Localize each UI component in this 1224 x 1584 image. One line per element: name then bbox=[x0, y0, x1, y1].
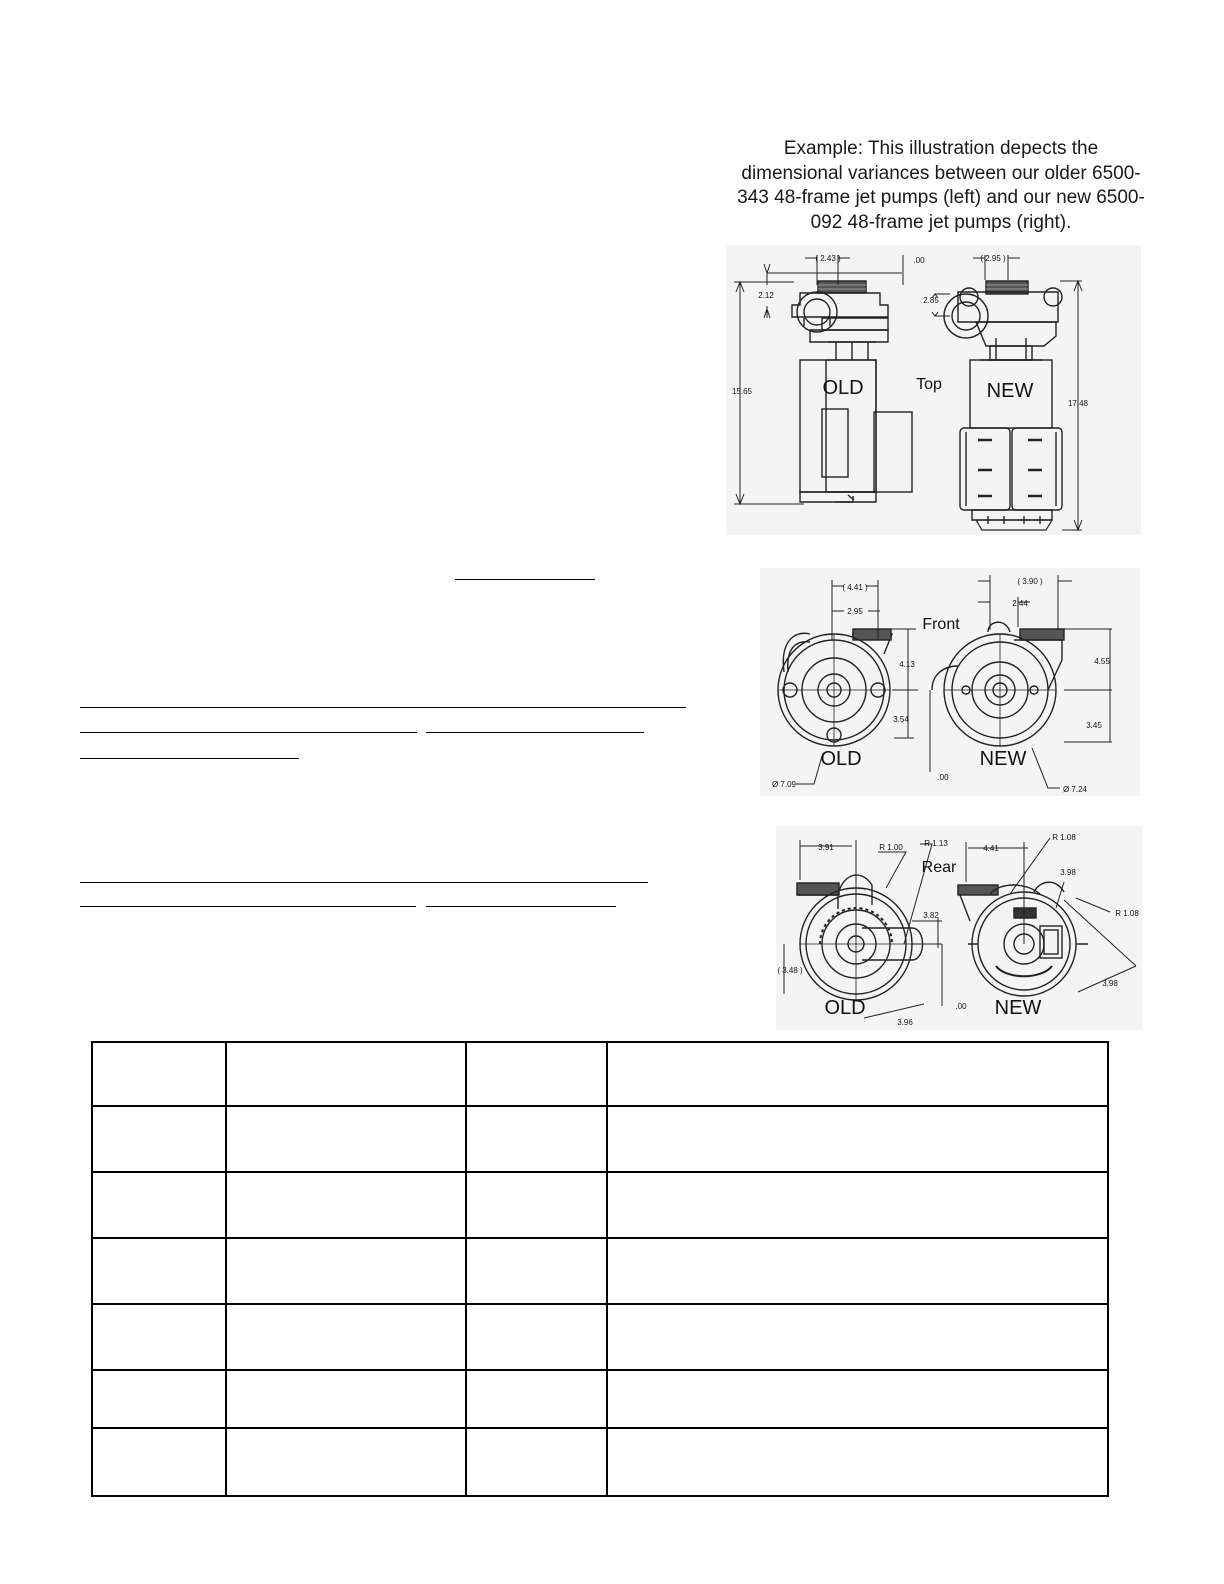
table-cell bbox=[466, 1042, 607, 1106]
dim-front-new-lower: 3.45 bbox=[1086, 721, 1102, 730]
table-row bbox=[92, 1370, 1108, 1428]
table-cell bbox=[92, 1172, 226, 1238]
dim-front-new-upper: 4.55 bbox=[1094, 657, 1110, 666]
dim-old-port: 2.12 bbox=[758, 291, 774, 300]
table-cell bbox=[226, 1370, 467, 1428]
table-cell bbox=[92, 1238, 226, 1304]
dim-front-new-outer: ( 3.90 ) bbox=[1017, 577, 1043, 586]
new-pump-front-view bbox=[932, 622, 1064, 746]
front-view-label: Front bbox=[922, 616, 960, 633]
top-view-label: Top bbox=[916, 376, 942, 393]
dim-new-length: 17.48 bbox=[1067, 399, 1089, 408]
dim-rear-new-radius-a: R 1.08 bbox=[1052, 833, 1076, 842]
spec-table bbox=[91, 1041, 1109, 1497]
table-cell bbox=[607, 1370, 1108, 1428]
table-cell bbox=[607, 1428, 1108, 1496]
table-row bbox=[92, 1428, 1108, 1496]
dim-top-zero: .00 bbox=[913, 256, 925, 265]
dim-rear-old-lower: ( 3.48 ) bbox=[777, 966, 803, 975]
new-pump-top-view bbox=[944, 281, 1062, 530]
rear-view-label: Rear bbox=[921, 859, 957, 876]
table-cell bbox=[466, 1172, 607, 1238]
front-new-label: NEW bbox=[979, 748, 1027, 770]
table-cell bbox=[92, 1428, 226, 1496]
table-cell bbox=[226, 1042, 467, 1106]
table-cell bbox=[607, 1304, 1108, 1370]
table-cell bbox=[466, 1428, 607, 1496]
rear-view-dimensions bbox=[784, 838, 1136, 1018]
dim-old-length: 15.65 bbox=[731, 387, 753, 396]
top-old-label: OLD bbox=[822, 377, 864, 399]
table-cell bbox=[466, 1370, 607, 1428]
dim-front-old-lower: 3.54 bbox=[893, 715, 909, 724]
old-pump-front-view bbox=[778, 629, 892, 746]
table-cell bbox=[607, 1172, 1108, 1238]
dim-rear-new-diag-a: 3.98 bbox=[1060, 868, 1076, 877]
table-row bbox=[92, 1106, 1108, 1172]
dim-new-port: 2.85 bbox=[923, 296, 939, 305]
dim-rear-zero: .00 bbox=[955, 1002, 967, 1011]
dim-rear-old-radius-a: R 1.00 bbox=[879, 843, 903, 852]
dim-rear-old-radius-b: R 1.13 bbox=[924, 839, 948, 848]
table-cell bbox=[226, 1106, 467, 1172]
dim-rear-new-radius-b: R 1.08 bbox=[1115, 909, 1139, 918]
dim-front-zero: .00 bbox=[937, 773, 949, 782]
new-pump-rear-view bbox=[958, 882, 1088, 996]
figure-caption: Example: This illustration depects the dimensional variances between our older 6500-343 48-frame jet pumps (left) and our new 6500-092 48-frame jet pumps (right). bbox=[737, 138, 1145, 233]
table-cell bbox=[92, 1370, 226, 1428]
dim-front-new-diameter: Ø 7.24 bbox=[1062, 785, 1088, 794]
table-cell bbox=[466, 1304, 607, 1370]
table-row bbox=[92, 1238, 1108, 1304]
rear-old-label: OLD bbox=[824, 997, 866, 1019]
table-cell bbox=[607, 1238, 1108, 1304]
table-cell bbox=[607, 1042, 1108, 1106]
table-cell bbox=[92, 1304, 226, 1370]
table-cell bbox=[92, 1042, 226, 1106]
dim-rear-new-width: 4.41 bbox=[983, 844, 999, 853]
dim-rear-new-diag-b: 3.98 bbox=[1102, 979, 1118, 988]
top-new-label: NEW bbox=[986, 380, 1034, 402]
table-row bbox=[92, 1304, 1108, 1370]
table-row bbox=[92, 1042, 1108, 1106]
dim-old-width: ( 2.43 ) bbox=[815, 254, 841, 263]
rear-new-label: NEW bbox=[994, 997, 1042, 1019]
table-cell bbox=[226, 1304, 467, 1370]
table-cell bbox=[226, 1428, 467, 1496]
dim-new-width: ( 2.95 ) bbox=[980, 254, 1006, 263]
front-old-label: OLD bbox=[820, 748, 862, 770]
dim-front-old-inner: 2.95 bbox=[847, 607, 863, 616]
table-row bbox=[92, 1172, 1108, 1238]
dim-rear-old-height: 3.82 bbox=[923, 911, 939, 920]
dim-front-old-upper: 4.13 bbox=[899, 660, 915, 669]
dim-front-old-diameter: Ø 7.09 bbox=[771, 780, 797, 789]
table-cell bbox=[226, 1172, 467, 1238]
dim-rear-old-width: 3.91 bbox=[818, 843, 834, 852]
table-cell bbox=[466, 1106, 607, 1172]
table-cell bbox=[607, 1106, 1108, 1172]
dim-front-old-outer: ( 4.41 ) bbox=[842, 583, 868, 592]
table-cell bbox=[226, 1238, 467, 1304]
table-cell bbox=[466, 1238, 607, 1304]
dim-rear-old-bottom: 3.96 bbox=[897, 1018, 913, 1027]
dim-front-new-inner: 2.44 bbox=[1012, 599, 1028, 608]
table-cell bbox=[92, 1106, 226, 1172]
